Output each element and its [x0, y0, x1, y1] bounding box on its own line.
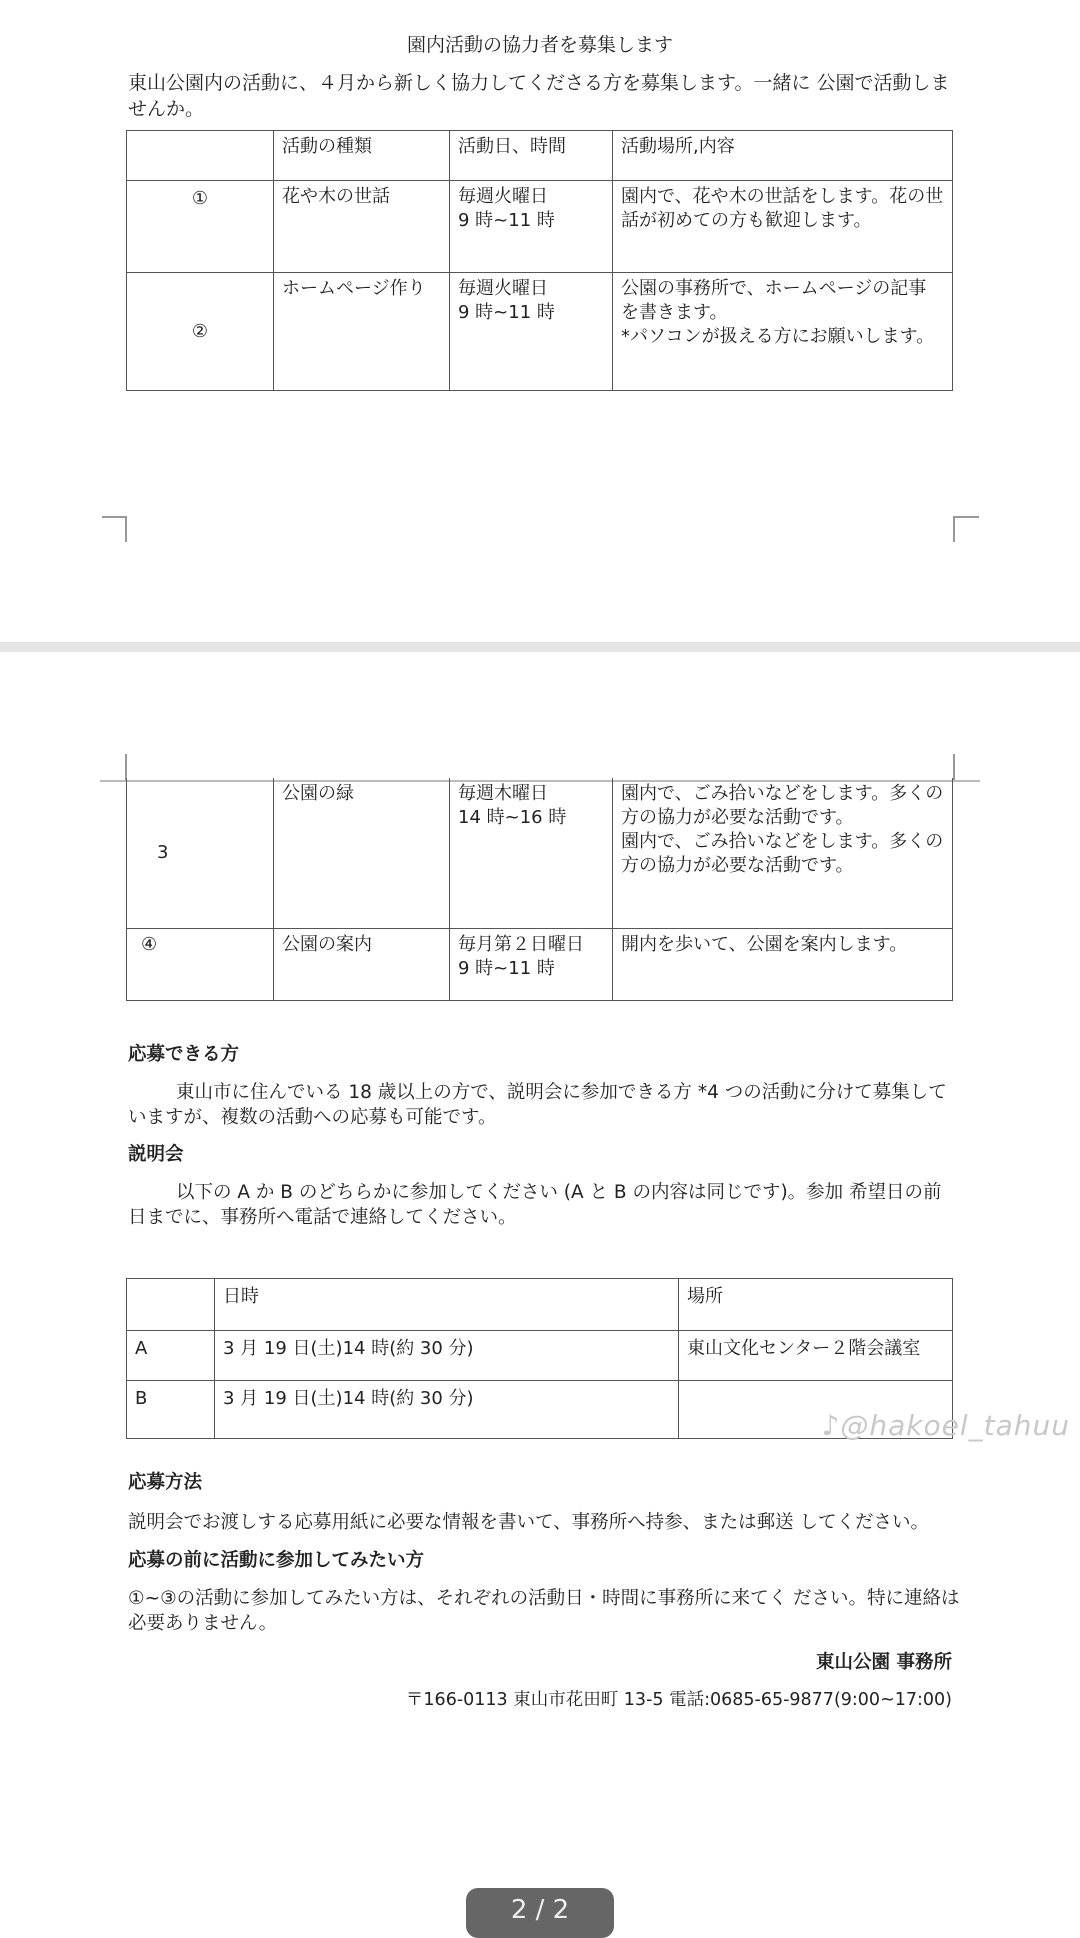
table-row — [127, 1331, 953, 1381]
document-title: 園内活動の協力者を募集します — [406, 34, 673, 56]
table-row — [127, 778, 953, 928]
office-name: 東山公園 事務所 — [816, 1652, 952, 1673]
header-cell: 活動場所,内容 — [613, 131, 953, 181]
header-cell — [127, 1279, 215, 1331]
activity-type: ホームページ作り — [274, 273, 450, 391]
eligible-heading: 応募できる方 — [128, 1044, 240, 1065]
activity-schedule — [450, 928, 613, 1000]
activity-content — [613, 928, 953, 1000]
method-heading: 応募方法 — [128, 1472, 203, 1493]
activity-content — [613, 181, 953, 273]
activity-schedule — [450, 778, 613, 928]
row-number: 3 — [127, 778, 274, 928]
activity-schedule — [450, 181, 613, 273]
corner-mark — [953, 516, 979, 518]
table-header-row — [127, 131, 953, 181]
row-number: ① — [127, 181, 274, 273]
activity-type: 花や木の世話 — [274, 181, 450, 273]
table-row — [127, 181, 953, 273]
office-address: 〒166-0113 東山市花田町 13-5 電話:0685-65-9877(9:00~17:00) — [405, 1690, 952, 1710]
session-heading: 説明会 — [128, 1144, 184, 1165]
session-place: 東山文化センター２階会議室 — [679, 1331, 953, 1381]
content-line: 園内で、花や木の世話をします。花の世話が初めての方も歓迎します。 — [621, 186, 944, 231]
page-separator — [0, 642, 1080, 652]
intro-text: 東山公園内の活動に、４月から新しく協力してくださる方を募集します。一緒に 公園で活動しませんか。 — [128, 72, 950, 120]
activity-type: 公園の案内 — [274, 928, 450, 1000]
header-cell: 場所 — [679, 1279, 953, 1331]
activity-time: 14 時~16 時 — [458, 807, 567, 828]
corner-mark — [953, 754, 955, 780]
row-number: ④ — [127, 928, 274, 1000]
activity-day: 毎週火曜日 — [458, 186, 548, 207]
session-date: 3 月 19 日(土)14 時(約 30 分) — [215, 1381, 679, 1439]
activity-day: 毎週火曜日 — [458, 278, 548, 299]
activity-time: 9 時~11 時 — [458, 957, 555, 979]
activity-content — [613, 273, 953, 391]
trial-text: ①~③の活動に参加してみたい方は、それぞれの活動日・時間に事務所に来てく ださい。特に連絡は必要ありません。 — [128, 1588, 960, 1634]
activity-schedule — [450, 273, 613, 391]
corner-mark — [102, 516, 126, 518]
activity-time: 9 時~11 時 — [458, 210, 555, 231]
watermark-text: ♪@hakoel_tahuu — [821, 1409, 1070, 1442]
activity-day: 毎週木曜日 — [458, 783, 548, 804]
corner-mark — [125, 516, 127, 542]
session-date: 3 月 19 日(土)14 時(約 30 分) — [215, 1331, 679, 1381]
activity-table — [126, 130, 953, 391]
document-page-1 — [0, 0, 1080, 642]
header-cell — [127, 131, 274, 181]
activity-table-continued — [126, 778, 953, 1001]
corner-mark — [953, 516, 955, 542]
header-cell: 活動の種類 — [274, 131, 450, 181]
content-line: 開内を歩いて、公園を案内します。 — [621, 933, 908, 955]
session-label: A — [127, 1331, 215, 1381]
row-number: ② — [127, 273, 274, 391]
activity-type: 公園の緑 — [274, 778, 450, 928]
content-line: 園内で、ごみ拾いなどをします。多くの方の協力が必要な活動です。 — [621, 831, 944, 876]
header-cell: 日時 — [215, 1279, 679, 1331]
session-label: B — [127, 1381, 215, 1439]
corner-mark — [125, 754, 127, 780]
activity-content — [613, 778, 953, 928]
table-row — [127, 928, 953, 1000]
activity-day: 毎月第２日曜日 — [458, 933, 584, 955]
content-line: 公園の事務所で、ホームページの記事を書きます。 — [621, 278, 927, 323]
table-row — [127, 273, 953, 391]
document-page-2 — [0, 652, 1080, 1920]
eligible-text: 東山市に住んでいる 18 歳以上の方で、説明会に参加できる方 *4 つの活動に分けて募集していますが、複数の活動への応募も可能です。 — [128, 1082, 947, 1128]
header-cell: 活動日、時間 — [450, 131, 613, 181]
content-line: *パソコンが扱える方にお願いします。 — [621, 326, 935, 347]
activity-time: 9 時~11 時 — [458, 302, 555, 323]
content-line: 園内で、ごみ拾いなどをします。多くの方の協力が必要な活動です。 — [621, 783, 944, 828]
table-header-row — [127, 1279, 953, 1331]
method-text: 説明会でお渡しする応募用紙に必要な情報を書いて、事務所へ持参、または郵送 してください。 — [128, 1512, 930, 1533]
session-text: 以下の A か B のどちらかに参加してください (A と B の内容は同じです)。参加 希望日の前日までに、事務所へ電話で連絡してください。 — [128, 1182, 942, 1228]
page-indicator[interactable]: 2 / 2 — [466, 1888, 614, 1938]
trial-heading: 応募の前に活動に参加してみたい方 — [128, 1550, 425, 1571]
